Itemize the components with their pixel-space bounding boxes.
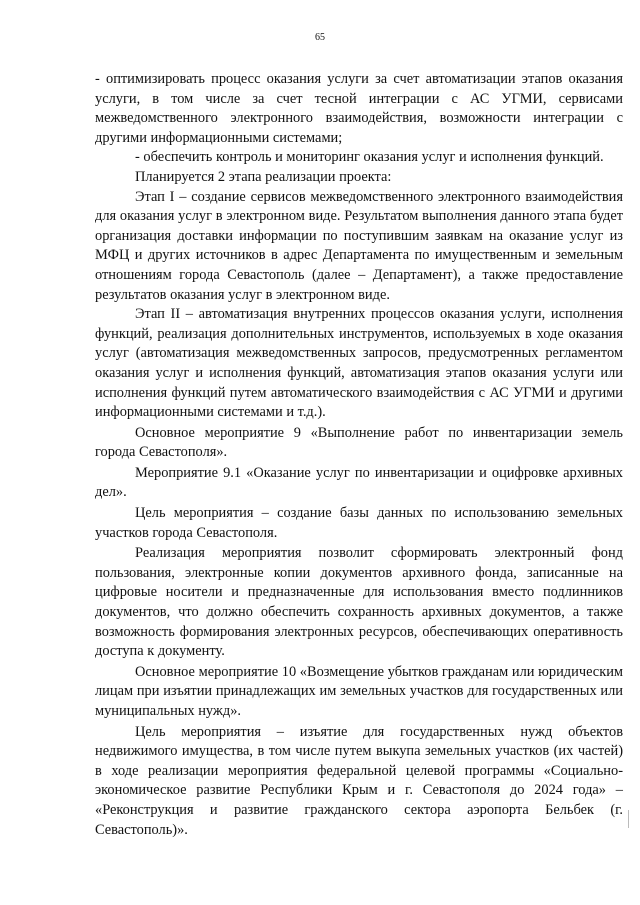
paragraph: Этап I – создание сервисов межведомственного электронного взаимодействия для оказания услуг в электронном виде. Результатом выполнения данного этапа будет организация доставки информации по поступившим заявкам на оказание услуг из МФЦ и других источников в адрес Департамента по имущественным и земельным отношениям города Севастополь (далее – Департамент), а также предоставление результатов оказания услуг в электронном виде. <box>95 188 623 303</box>
paragraph: Цель мероприятия – изъятие для государственных нужд объектов недвижимого имущества, в том числе путем выкупа земельных участков (их частей) в ходе реализации мероприятия федеральной целевой программы «Социально-экономическое развитие Республики Крым и г. Севастополя до 2024 года» – «Реконструкция и развитие гражданского сектора аэропорта Бельбек (г. Севастополь)». <box>95 723 623 838</box>
paragraph: Этап II – автоматизация внутренних процессов оказания услуги, исполнения функций, реализация дополнительных инструментов, используемых в ходе оказания услуг (автоматизация межведомственных запросов, предусмотренных регламентом оказания услуг и исполнения функций, автоматизация этапов оказания услуги или исполнения функций путем автоматического взаимодействия с АС УГМИ и другими информационными системами и т.д.). <box>95 306 623 421</box>
paragraph: Основное мероприятие 10 «Возмещение убытков гражданам или юридическим лицам при изъятии принадлежащих им земельных участков для государственных или муниципальных нужд». <box>95 663 623 719</box>
document-body <box>95 70 623 840</box>
paragraph: - оптимизировать процесс оказания услуги за счет автоматизации этапов оказания услуги, в том числе за счет тесной интеграции с АС УГМИ, сервисами межведомственного электронного взаимодействия, возможности интеграции с другими информационными системами; <box>95 71 623 146</box>
paragraph: Мероприятие 9.1 «Оказание услуг по инвентаризации и оцифровке архивных дел». <box>95 464 623 501</box>
paragraph: Реализация мероприятия позволит сформировать электронный фонд пользования, электронные копии документов архивного фонда, записанные на цифровые носители и предназначенные для использования вместо подлинников документов, что должно обеспечить сохранность архивных документов, а также возможность формирования электронных ресурсов, обеспечивающих оперативность доступа к документу. <box>95 545 623 660</box>
paragraph: Планируется 2 этапа реализации проекта: <box>135 168 392 185</box>
paragraph: Основное мероприятие 9 «Выполнение работ по инвентаризации земель города Севастополя». <box>95 424 623 461</box>
scan-artifact <box>628 810 629 828</box>
paragraph: Цель мероприятия – создание базы данных по использованию земельных участков города Севастополя. <box>95 505 623 541</box>
page-number: 65 <box>315 32 325 43</box>
paragraph: - обеспечить контроль и мониторинг оказания услуг и исполнения функций. <box>135 149 604 166</box>
